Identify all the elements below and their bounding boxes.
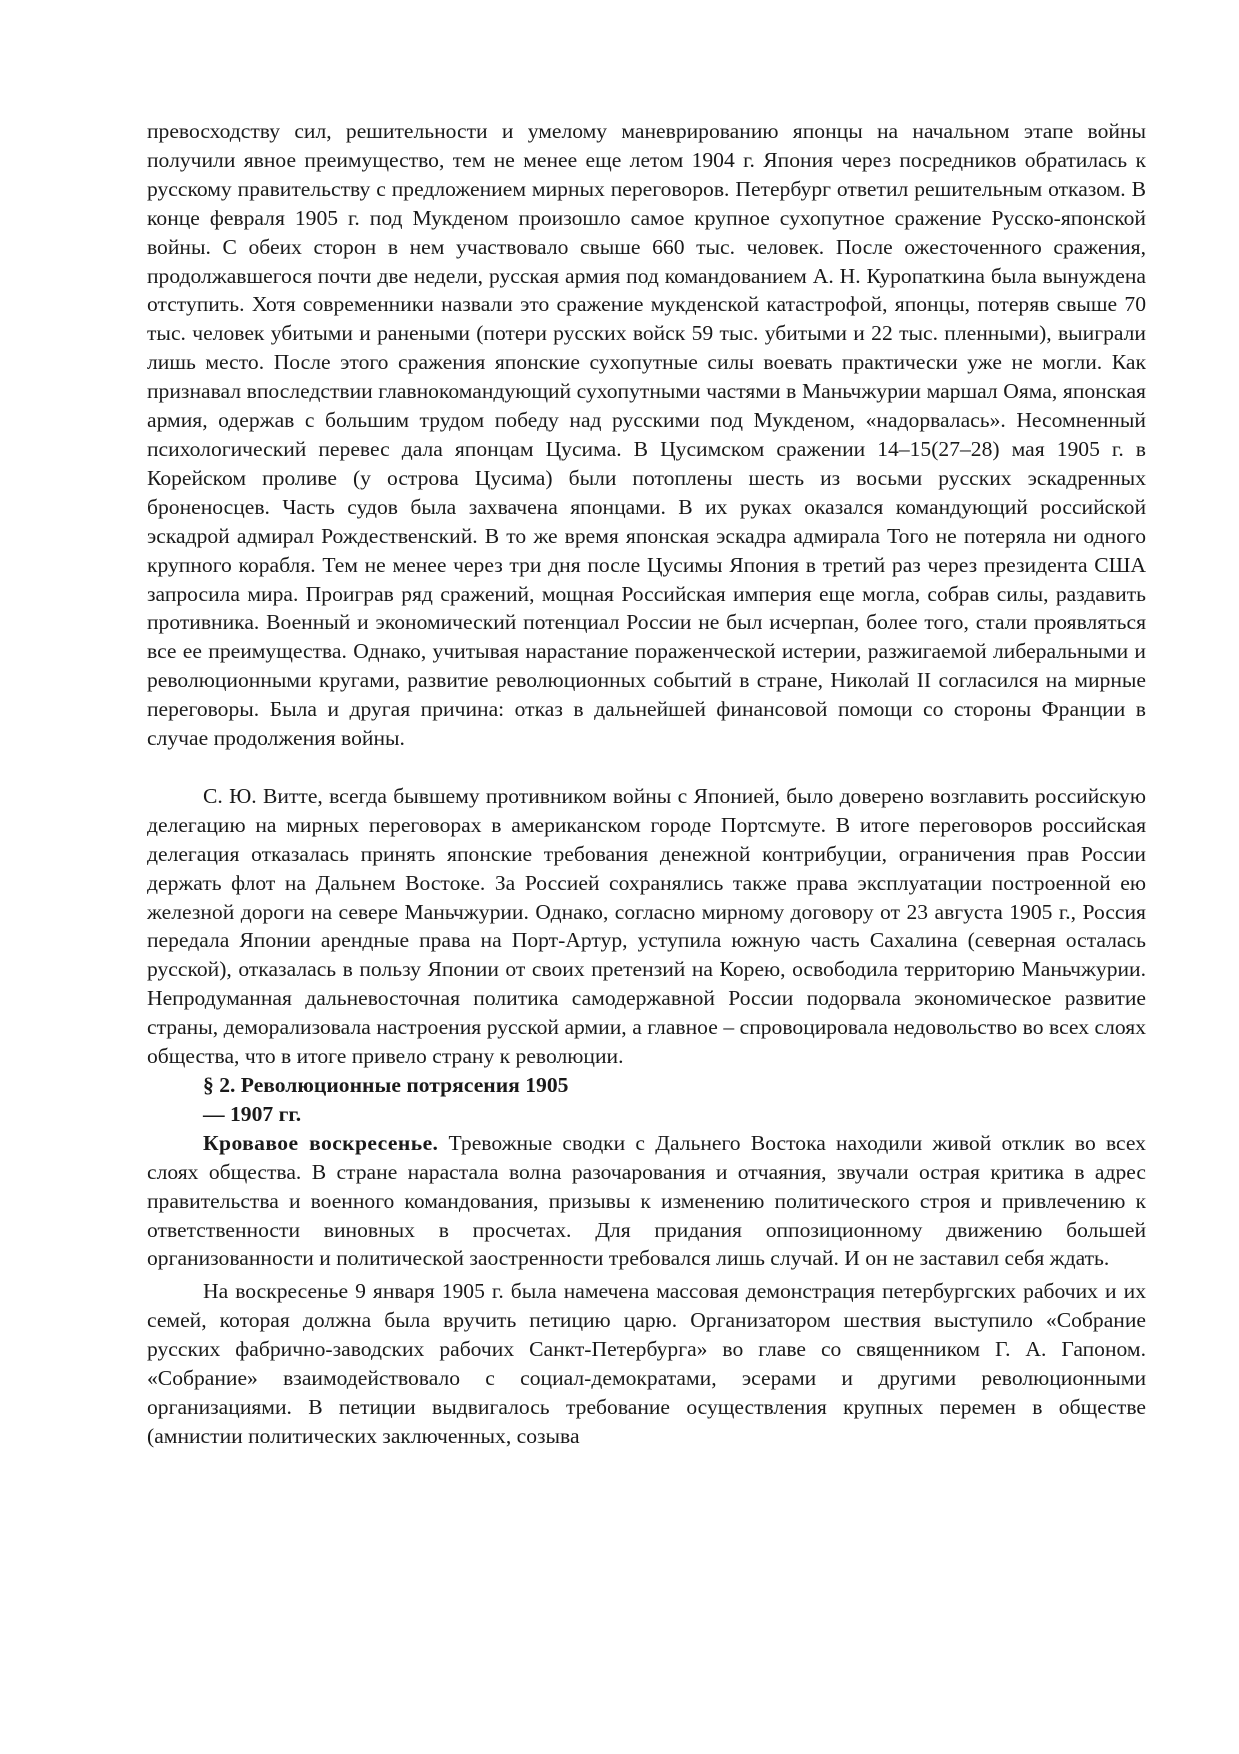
subsection-title: Кровавое воскресенье.: [203, 1130, 439, 1155]
document-page: [147, 117, 1146, 1451]
paragraph-portsmouth-treaty: С. Ю. Витте, всегда бывшему противником войны с Японией, было доверено возглавить российскую делегацию на мирных переговорах в американском городе Портсмуте. В итоге переговоров российская делегация отказалась принять японские требования денежной контрибуции, ограничения прав России держать флот на Дальнем Востоке. За Россией сохранялись также права эксплуатации построенной ею железной дороги на севере Маньчжурии. Однако, согласно мирному договору от 23 августа 1905 г., Россия передала Японии арендные права на Порт-Артур, уступила южную часть Сахалина (северная осталась русской), отказалась в пользу Японии от своих претензий на Корею, освободила территорию Маньчжурии. Непродуманная дальневосточная политика самодержавной России подорвала экономическое развитие страны, деморализовала настроения русской армии, а главное – спровоцировала недовольство во всех слоях общества, что в итоге привело страну к революции.: [147, 783, 1146, 1069]
paragraph-bloody-sunday-text: Тревожные сводки с Дальнего Востока находили живой отклик во всех слоях общества. В стране нарастала волна разочарования и отчаяния, звучали острая критика в адрес правительства и военного командования, призывы к изменению политического строя и привлечению к ответственности виновных в просчетах. Для придания оппозиционному движению большей организованности и политической заостренности требовался лишь случай. И он не заставил себя ждать.: [147, 1130, 1146, 1271]
section-heading-line-2: — 1907 гг.: [203, 1101, 302, 1126]
section-heading-line-1: § 2. Революционные потрясения 1905: [203, 1073, 569, 1097]
section-heading: [147, 1071, 1146, 1129]
paragraph-russo-japanese-war: превосходству сил, решительности и умелому маневрированию японцы на начальном этапе войны получили явное преимущество, тем не менее еще летом 1904 г. Япония через посредников обратилась к русскому правительству с предложением мирных переговоров. Петербург ответил решительным отказом. В конце февраля 1905 г. под Мукденом произошло самое крупное сухопутное сражение Русско-японской войны. С обеих сторон в нем участвовало свыше 660 тыс. человек. После ожесточенного сражения, продолжавшегося почти две недели, русская армия под командованием А. Н. Куропаткина была вынуждена отступить. Хотя современники назвали это сражение мукденской катастрофой, японцы, потеряв свыше 70 тыс. человек убитыми и ранеными (потери русских войск 59 тыс. убитыми и 22 тыс. пленными), выиграли лишь место. После этого сражения японские сухопутные силы воевать практически уже не могли. Как признавал впоследствии главнокомандующий сухопутными частями в Маньчжурии маршал Ояма, японская армия, одержав с большим трудом победу над русскими под Мукденом, «надорвалась». Несомненный психологический перевес дала японцам Цусима. В Цусимском сражении 14–15(27–28) мая 1905 г. в Корейском проливе (у острова Цусима) были потоплены шесть из восьми русских эскадренных броненосцев. Часть судов была захвачена японцами. В их руках оказался командующий российской эскадрой адмирал Рождественский. В то же время японская эскадра адмирала Того не потеряла ни одного крупного корабля. Тем не менее через три дня после Цусимы Япония в третий раз через президента США запросила мира. Проиграв ряд сражений, мощная Российская империя еще могла, собрав силы, раздавить противника. Военный и экономический потенциал России не был исчерпан, более того, стали проявляться все ее преимущества. Однако, учитывая нарастание пораженческой истерии, разжигаемой либеральными и революционными кругами, развитие революционных событий в стране, Николай II согласился на мирные переговоры. Была и другая причина: отказ в дальнейшей финансовой помощи со стороны Франции в случае продолжения войны.: [147, 119, 1146, 751]
paragraph-bloody-sunday-intro: [147, 1129, 1146, 1274]
paragraph-january-9-demonstration: На воскресенье 9 января 1905 г. была намечена массовая демонстрация петербургских рабочих и их семей, которая должна была вручить петицию царю. Организатором шествия выступило «Собрание русских фабрично-заводских рабочих Санкт-Петербурга» во главе со священником Г. А. Гапоном. «Собрание» взаимодействовало с социал-демократами, эсерами и другими революционными организациями. В петиции выдвигалось требование осуществления крупных перемен в обществе (амнистии политических заключенных, созыва: [147, 1279, 1146, 1448]
